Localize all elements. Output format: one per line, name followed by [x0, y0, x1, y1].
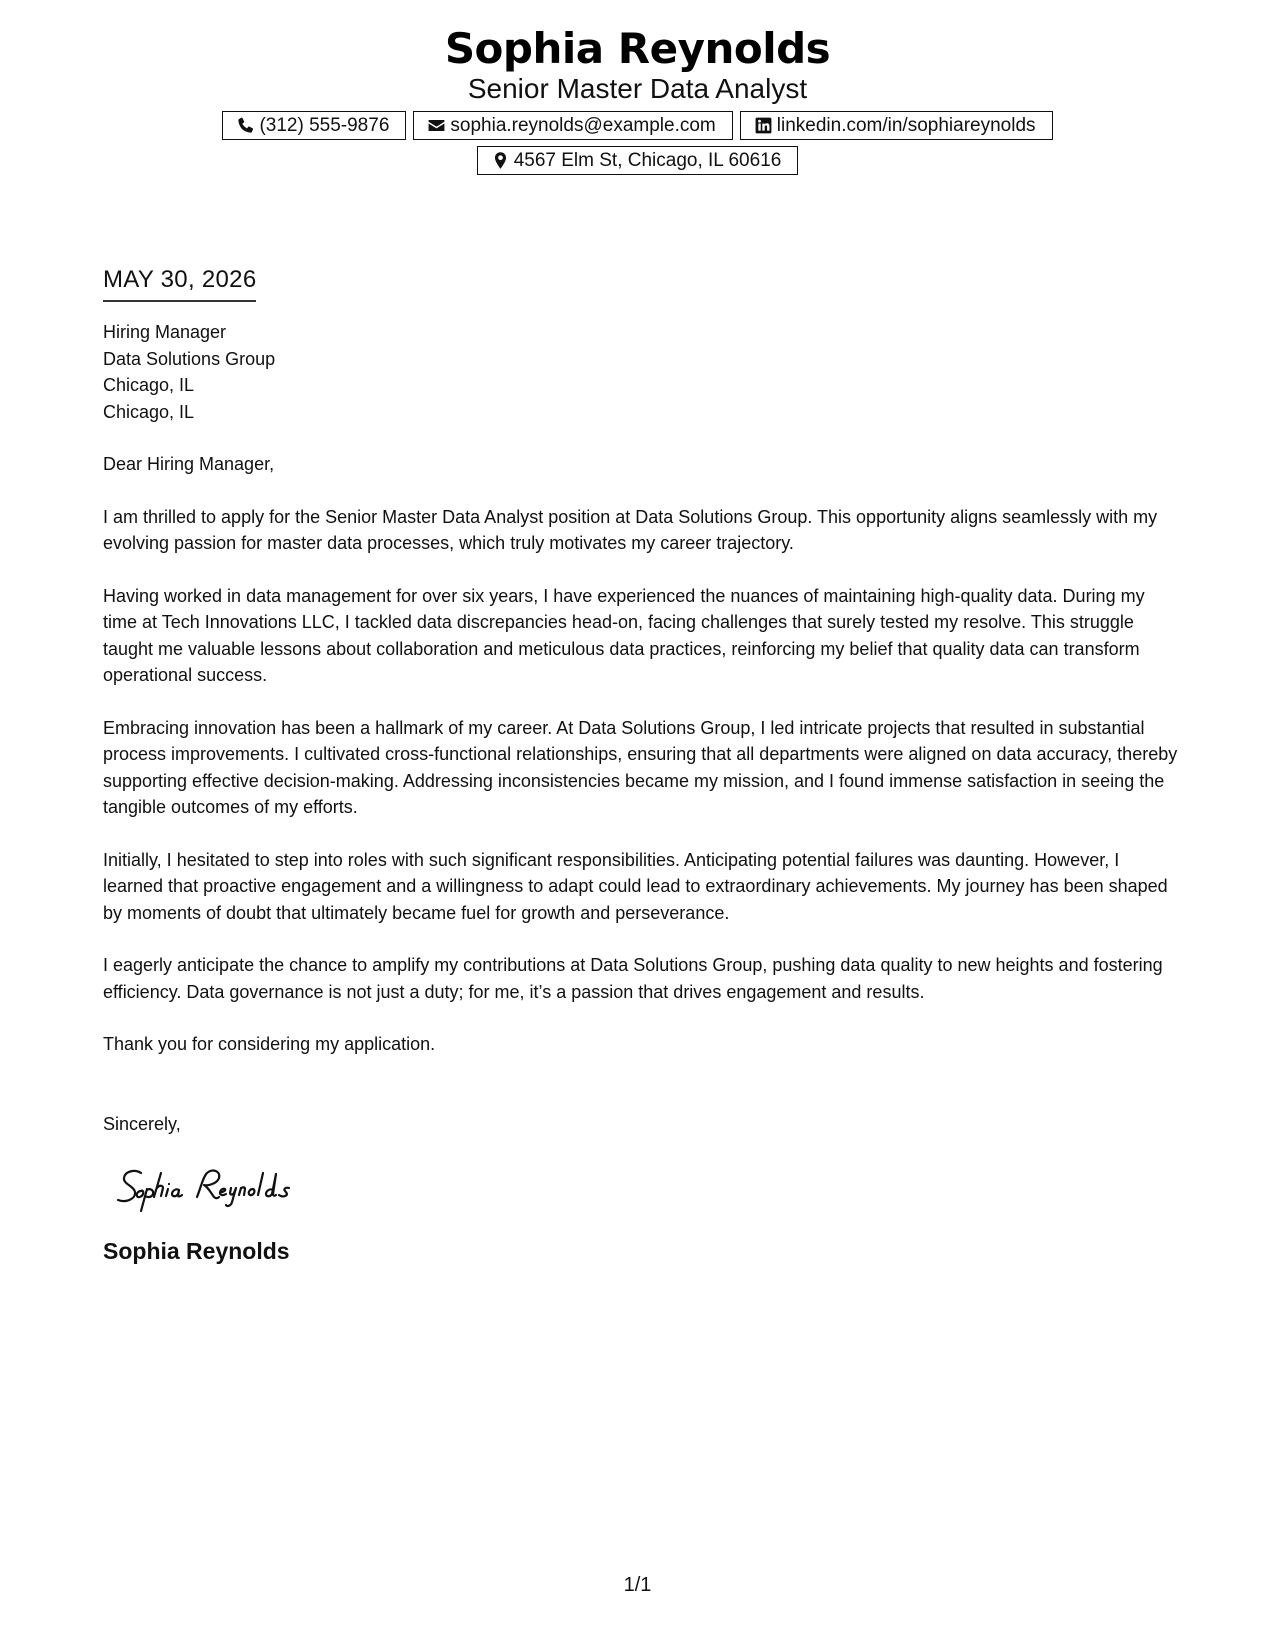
phone-text: (312) 555-9876	[259, 114, 390, 136]
greeting: Dear Hiring Manager,	[103, 454, 275, 474]
recipient-block	[103, 319, 1183, 425]
contact-row	[0, 111, 1275, 140]
letter-date: MAY 30, 2026	[103, 265, 256, 302]
paragraph: Having worked in data management for over six years, I have experienced the nuances of maintaining high-quality data. During my time at Tech Innovations LLC, I tackled data discrepancies head-on, facing challenges that surely tested my resolve. This struggle taught me valuable lessons about collaboration and meticulous data practices, reinforcing my belief that quality data can transform operational success.	[103, 585, 1145, 685]
applicant-title: Senior Master Data Analyst	[467, 73, 808, 104]
email-text: sophia.reynolds@example.com	[450, 114, 716, 136]
address-contact[interactable]	[477, 146, 799, 175]
paragraph: I eagerly anticipate the chance to amplify my contributions at Data Solutions Group, pushing data quality to new heights and fostering efficiency. Data governance is not just a duty; for me, it’s a passion that drives engagement and results.	[103, 955, 1163, 1002]
applicant-name: Sophia Reynolds	[444, 24, 831, 73]
paragraph: Thank you for considering my application.	[103, 1034, 436, 1054]
letter-body	[103, 265, 1183, 1266]
recipient-line: Hiring Manager	[103, 322, 227, 342]
page-number: 1/1	[623, 1574, 652, 1596]
address-row	[0, 146, 1275, 175]
envelope-icon	[427, 116, 446, 135]
paragraph: I am thrilled to apply for the Senior Master Data Analyst position at Data Solutions Group. This opportunity aligns seamlessly with my evolving passion for master data processes, which truly motivates my career trajectory.	[103, 506, 1158, 553]
paragraph: Embracing innovation has been a hallmark of my career. At Data Solutions Group, I led intricate projects that resulted in substantial process improvements. I cultivated cross-functional relationships, ensuring that all departments were aligned on data accuracy, thereby supporting effective decision-making. Addressing inconsistencies became my mission, and I found immense satisfaction in seeing the tangible outcomes of my efforts.	[103, 717, 1178, 817]
closing: Sincerely,	[103, 1113, 181, 1134]
linkedin-icon	[754, 116, 773, 135]
map-pin-icon	[491, 151, 510, 170]
recipient-line: Chicago, IL	[103, 375, 195, 395]
email-contact[interactable]	[413, 111, 732, 140]
letter-header	[0, 22, 1275, 175]
linkedin-contact[interactable]	[740, 111, 1053, 140]
recipient-line: Data Solutions Group	[103, 348, 276, 369]
phone-contact[interactable]	[222, 111, 406, 140]
phone-icon	[236, 116, 255, 135]
signature-image	[111, 1159, 371, 1219]
signed-name: Sophia Reynolds	[103, 1238, 290, 1264]
paragraph: Initially, I hesitated to step into roles with such significant responsibilities. Anticipating potential failures was daunting. However, I learned that proactive engagement and a willingness to adapt could lead to extraordinary achievements. My journey has been shaped by moments of doubt that ultimately became fuel for growth and perseverance.	[103, 849, 1168, 923]
linkedin-text: linkedin.com/in/sophiareynolds	[776, 114, 1036, 136]
address-text: 4567 Elm St, Chicago, IL 60616	[513, 149, 782, 171]
recipient-line: Chicago, IL	[103, 401, 195, 422]
